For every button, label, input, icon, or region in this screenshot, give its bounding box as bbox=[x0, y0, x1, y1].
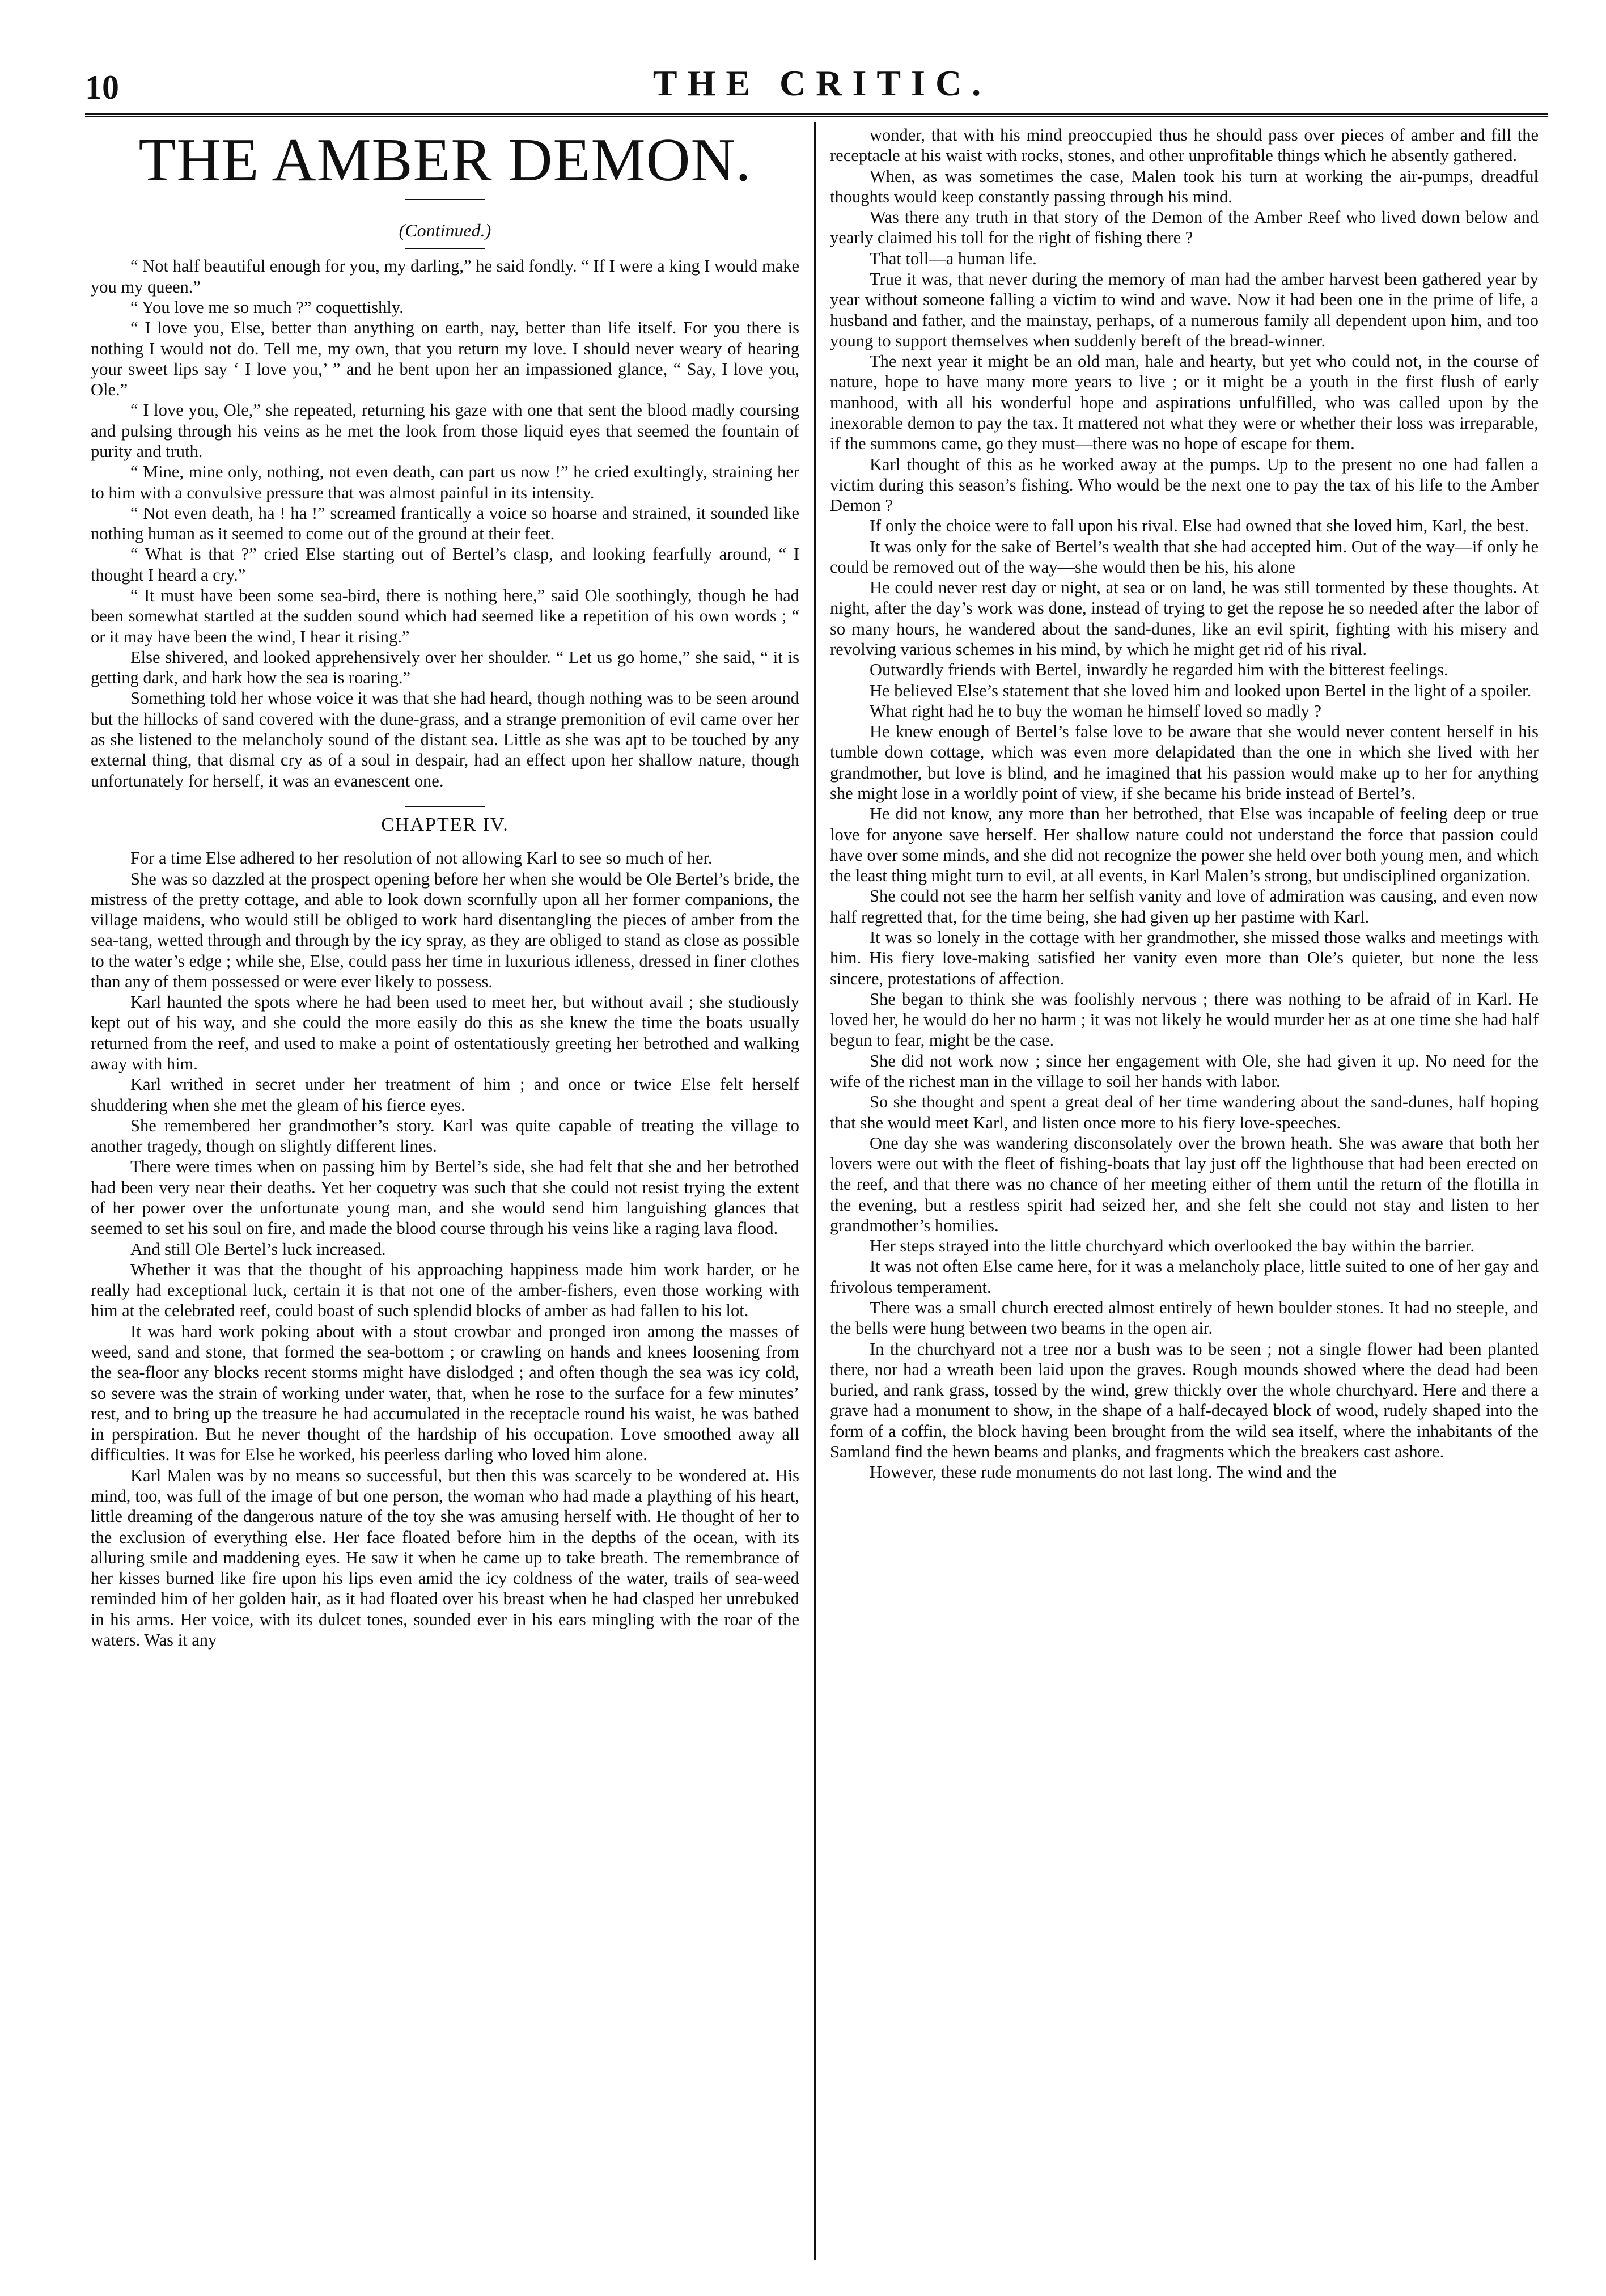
paragraph: And still Ole Bertel’s luck increased. bbox=[130, 1239, 386, 1259]
paragraph: That toll—a human life. bbox=[870, 248, 1037, 268]
paragraph: Else shivered, and looked apprehensively over her shoulder. “ Let us go home,” she said, “ it is getting dark, and hark how the sea is roaring.” bbox=[91, 647, 799, 688]
paragraph: It was only for the sake of Bertel’s wealth that she had accepted him. Out of the way—if only he could be removed out of the way—she would then be his, his alone bbox=[830, 536, 1539, 577]
paragraph: “ Mine, mine only, nothing, not even death, can part us now !” he cried exultingly, straining her to him with a convulsive pressure that was almost painful in its intensity. bbox=[91, 462, 799, 502]
paragraph: For a time Else adhered to her resolution of not allowing Karl to see so much of her. bbox=[130, 848, 713, 868]
paragraph: So she thought and spent a great deal of her time wandering about the sand-dunes, half hoping that she would meet Karl, and listen once more to his fiery love-speeches. bbox=[830, 1092, 1539, 1132]
paragraph: There was a small church erected almost entirely of hewn boulder stones. It had no steeple, and the bells were hung between two beams in the open air. bbox=[830, 1298, 1539, 1338]
paragraph: He knew enough of Bertel’s false love to be aware that she would never content herself in his tumble down cottage, which was even more delapidated than the one in which she lived with her grandmother, but love is blind, and he imagined that his passion would make up to her for anything she might lose in a worldly point of view, if she became his bride instead of Bertel’s. bbox=[830, 722, 1539, 803]
paragraph: It was so lonely in the cottage with her grandmother, she missed those walks and meetings with him. His fiery love-making satisfied her vanity even more than Ole’s quieter, but none the less sincere, protestations of affection. bbox=[830, 927, 1539, 988]
left-column bbox=[91, 125, 799, 2268]
paragraph: Her steps strayed into the little churchyard which overlooked the bay within the barrier. bbox=[870, 1236, 1475, 1256]
paragraph: He believed Else’s statement that she loved him and looked upon Bertel in the light of a spoiler. bbox=[870, 680, 1532, 700]
paragraph: wonder, that with his mind preoccupied thus he should pass over pieces of amber and fill the receptacle at his waist with rocks, stones, and other unprofitable things which he absently gathered. bbox=[830, 125, 1539, 166]
paragraph: “ Not half beautiful enough for you, my darling,” he said fondly. “ If I were a king I would make you my queen.” bbox=[91, 256, 799, 297]
paragraph: True it was, that never during the memory of man had the amber harvest been gathered year by year without someone falling a victim to wind and wave. Now it had been one in the prime of life, a husband and father, and the mainstay, perhaps, of a numerous family all dependent upon him, and too young to support themselves when suddenly bereft of the bread-winner. bbox=[830, 269, 1539, 350]
paragraph: What right had he to buy the woman he himself loved so madly ? bbox=[870, 701, 1322, 721]
subtitle-rule bbox=[405, 248, 485, 249]
paragraph: The next year it might be an old man, hale and hearty, but yet who could not, in the course of nature, hope to have many more years to live ; or it might be a youth in the first flush of early manhood, with all his wonderful hope and aspirations unfulfilled, who was called upon by the inexorable demon to pay the tax. It mattered not what they were or whether their loss was irreparable, if the summons came, go they must—there was no hope of escape for them. bbox=[830, 352, 1539, 454]
paragraph: She began to think she was foolishly nervous ; there was nothing to be afraid of in Karl. He loved her, he would do her no harm ; it was not likely he would murder her as at one time she had half begun to fear, might be the case. bbox=[830, 989, 1539, 1050]
paragraph: Whether it was that the thought of his approaching happiness made him work harder, or he really had exceptional luck, certain it is that not one of the amber-fishers, even those working with him at the celebrated reef, could boast of such splendid blocks of amber as had fallen to his lot. bbox=[91, 1259, 799, 1321]
paragraph: When, as was sometimes the case, Malen took his turn at working the air-pumps, dreadful thoughts would keep constantly passing through his mind. bbox=[830, 166, 1539, 206]
paragraph: She remembered her grandmother’s story. Karl was quite capable of treating the village to another tragedy, though on slightly different lines. bbox=[91, 1115, 799, 1156]
paragraph: He could never rest day or night, at sea or on land, he was still tormented by these thoughts. At night, after the day’s work was done, instead of trying to get the repose he so needed after the labor of so many hours, he wandered about the sand-dunes, like an evil spirit, fighting with his misery and revolving various schemes in his mind, by which he might get rid of his rival. bbox=[830, 578, 1539, 659]
paragraph: She could not see the harm her selfish vanity and love of admiration was causing, and even now half regretted that, for the time being, she had given up her pastime with Karl. bbox=[830, 886, 1539, 927]
paragraph: Something told her whose voice it was that she had heard, though nothing was to be seen around but the hillocks of sand covered with the dune-grass, and a strange premonition of evil came over her as she listened to the melancholy sound of the distant sea. Little as she was apt to be touched by any external thing, that dismal cry as of a soul in despair, had an effect upon her shallow nature, though unfortunately for herself, it was an evanescent one. bbox=[91, 688, 799, 790]
paragraph: Outwardly friends with Bertel, inwardly he regarded him with the bitterest feelings. bbox=[870, 660, 1448, 680]
left-paragraphs-after-chapter bbox=[91, 848, 799, 1650]
paragraph: However, these rude monuments do not last long. The wind and the bbox=[870, 1462, 1337, 1482]
paragraph: In the churchyard not a tree nor a bush was to be seen ; not a single flower had been planted there, nor had a wreath been laid upon the graves. Rough mounds showed where the dead had been buried, and rank grass, tossed by the wind, grew thickly over the whole churchyard. Here and there a grave had a monument to show, in the shape of a half-decayed block of wood, rudely shaped into the form of a coffin, the block having been brought from the wild sea itself, where the inhabitants of the Samland find the hewn beams and planks, and fragments which the breakers cast ashore. bbox=[830, 1339, 1539, 1461]
paragraph: Karl thought of this as he worked away at the pumps. Up to the present no one had fallen a victim during this season’s fishing. Who would be the next one to pay the tax of his life to the Amber Demon ? bbox=[830, 454, 1539, 515]
left-paragraphs-before-chapter bbox=[91, 256, 799, 790]
paragraph: If only the choice were to fall upon his rival. Else had owned that she loved him, Karl, the best. bbox=[870, 516, 1529, 536]
paragraph: “ I love you, Ole,” she repeated, returning his gaze with one that sent the blood madly coursing and pulsing through his veins as he met the look from those liquid eyes that seemed the fountain of purity and truth. bbox=[91, 400, 799, 461]
paragraph: Karl Malen was by no means so successful, but then this was scarcely to be wondered at. His mind, too, was full of the image of but one person, the woman who had made a plaything of his heart, little dreaming of the dangerous nature of the toy she was amusing herself with. He thought of her to the exclusion of everything else. Her face floated before him in the depths of the ocean, with its alluring smile and maddening eyes. He saw it when he came up to take breath. The remembrance of her kisses burned like fire upon his lips even amid the icy coldness of the water, trails of sea-weed reminded him of her golden hair, as it had floated over his breast when he had clasped her unrebuked in his arms. Her voice, with its dulcet tones, sounded ever in his ears mingling with the roar of the waters. Was it any bbox=[91, 1465, 799, 1650]
paragraph: “ I love you, Else, better than anything on earth, nay, better than life itself. For you there is nothing I would not do. Tell me, my own, that you return my love. I should never weary of hearing your sweet lips say ‘ I love you,’ ” and he bent upon her an impassioned glance, “ Say, I love you, Ole.” bbox=[91, 318, 799, 400]
header-rule bbox=[85, 113, 1548, 117]
story-title: THE AMBER DEMON. bbox=[138, 126, 752, 194]
paragraph: Was there any truth in that story of the Demon of the Amber Reef who lived down below and yearly claimed his toll for the right of fishing there ? bbox=[830, 208, 1539, 248]
paragraph: “ Not even death, ha ! ha !” screamed frantically a voice so hoarse and strained, it sounded like nothing human as it seemed to come out of the ground at their feet. bbox=[91, 503, 799, 544]
paragraph: She did not work now ; since her engagement with Ole, she had given it up. No need for the wife of the richest man in the village to soil her hands with labor. bbox=[830, 1051, 1539, 1091]
publication-masthead: THE CRITIC. bbox=[652, 63, 991, 103]
chapter-rule bbox=[405, 806, 485, 807]
paragraph: “ What is that ?” cried Else starting out of Bertel’s clasp, and looking fearfully around, “ I thought I heard a cry.” bbox=[91, 544, 799, 585]
paragraph: Karl haunted the spots where he had been used to meet her, but without avail ; she studiously kept out of his way, and she could the more easily do this as she knew the time the boats usually returned from the reef, and used to make a point of ostentatiously greeting her betrothed and walking away with him. bbox=[91, 992, 799, 1074]
title-rule bbox=[405, 199, 485, 200]
paragraph: “ It must have been some sea-bird, there is nothing here,” said Ole soothingly, though he had been somewhat startled at the sudden sound which had seemed like a repetition of his own words ; “ or it may have been the wind, I hear it rising.” bbox=[91, 585, 799, 646]
page-number: 10 bbox=[85, 69, 119, 106]
paragraph: It was not often Else came here, for it was a melancholy place, little suited to one of her gay and frivolous temperament. bbox=[830, 1257, 1539, 1297]
paragraph: He did not know, any more than her betrothed, that Else was incapable of feeling deep or true love for anyone save herself. Her shallow nature could not understand the force that passion could have over some minds, and she did not recognize the power she held over both young men, and which the least thing might turn to evil, at all events, in Karl Malen’s strong, but undisciplined organization. bbox=[830, 804, 1539, 886]
column-divider bbox=[814, 122, 816, 2260]
right-column bbox=[830, 125, 1539, 2268]
paragraph: One day she was wandering disconsolately over the brown heath. She was aware that both her lovers were out with the fleet of fishing-boats that lay just off the lighthouse that had been erected on the reef, and that there was no chance of her meeting either of them until the return of the flotilla in the evening, but a restless spirit had seized her, and she felt she could not stay and listen to her grandmother’s homilies. bbox=[830, 1133, 1539, 1235]
right-paragraphs bbox=[830, 125, 1539, 1483]
paragraph: “ You love me so much ?” coquettishly. bbox=[130, 298, 404, 318]
paragraph: She was so dazzled at the prospect opening before her when she would be Ole Bertel’s bride, the mistress of the pretty cottage, and able to look down scornfully upon all her former companions, the village maidens, who would still be obliged to work hard disentangling the pieces of amber from the sea-tang, wetted through and through by the icy spray, as they are obliged to stand as close as possible to the water’s edge ; while she, Else, could pass her time in luxurious idleness, dressed in finer clothes than any of them possessed or were ever likely to possess. bbox=[91, 869, 799, 991]
story-subtitle: (Continued.) bbox=[399, 220, 491, 241]
paragraph: Karl writhed in secret under her treatment of him ; and once or twice Else felt herself shuddering when she met the gleam of his fierce eyes. bbox=[91, 1075, 799, 1115]
paragraph: There were times when on passing him by Bertel’s side, she had felt that she and her betrothed had been very near their deaths. Yet her coquetry was such that she could not resist trying the extent of her power over the unfortunate young man, and she would send him languishing glances that seemed to set his soul on fire, and made the blood course through his veins like a raging lava flood. bbox=[91, 1157, 799, 1238]
paragraph: It was hard work poking about with a stout crowbar and pronged iron among the masses of weed, sand and stone, that formed the sea-bottom ; or crawling on hands and knees loosening from the sea-floor any blocks recent storms might have dislodged ; and often though the sea was icy cold, so severe was the strain of working under water, that, when he rose to the surface for a few minutes’ rest, and to bring up the treasure he had accumulated in the receptacle round his waist, he was bathed in perspiration. But he never thought of the hardship of his occupation. Love smoothed away all difficulties. It was for Else he worked, his peerless darling who loved him alone. bbox=[91, 1321, 799, 1465]
chapter-heading: CHAPTER IV. bbox=[381, 814, 509, 835]
